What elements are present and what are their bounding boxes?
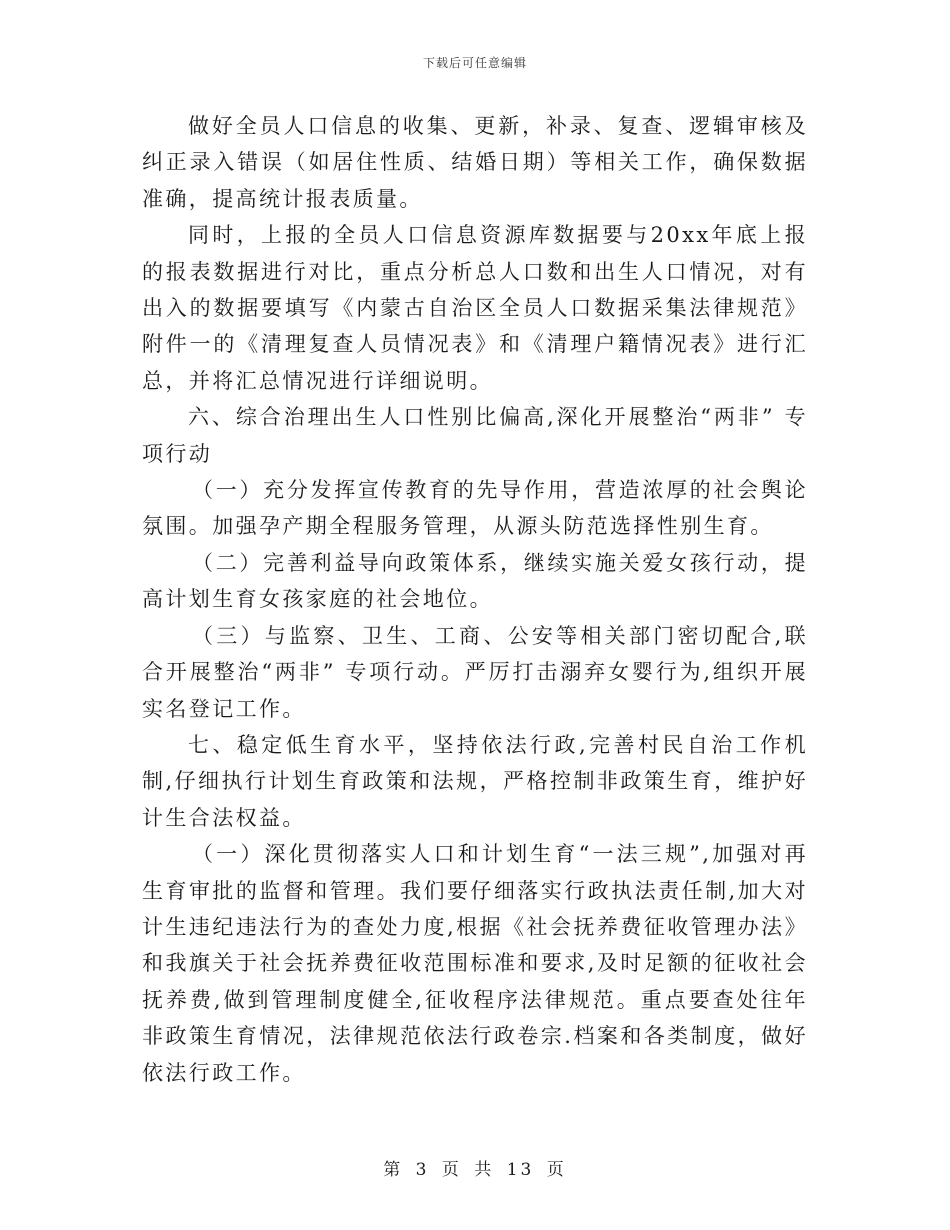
- section-heading-seven: 七、稳定低生育水平，坚持依法行政,完善村民自治工作机制,仔细执行计划生育政策和法规，严格控制非政策生育，维护好计生合法权益。: [142, 732, 808, 830]
- paragraph-data-quality: 做好全员人口信息的收集、更新，补录、复查、逻辑审核及纠正录入错误（如居住性质、结婚日期）等相关工作，确保数据准确，提高统计报表质量。: [142, 114, 808, 211]
- paragraph-item-7-1: （一）深化贯彻落实人口和计划生育“一法三规”,加强对再生育审批的监督和管理。我们要仔细落实行政执法责任制,加大对计生违纪违法行为的查处力度,根据《社会抚养费征收管理办法》和我旗关于社会抚养费征收范围标准和要求,及时足额的征收社会抚养费,做到管理制度健全,征收程序法律规范。重点要查处往年非政策生育情况，法律规范依法行政卷宗.档案和各类制度，做好依法行政工作。: [142, 842, 808, 1085]
- document-body: [142, 108, 808, 1091]
- page-header-note: 下载后可任意编辑: [422, 56, 527, 70]
- paragraph-item-6-1: （一）充分发挥宣传教育的先导作用，营造浓厚的社会舆论氛围。加强孕产期全程服务管理，从源头防范选择性别生育。: [142, 478, 808, 539]
- paragraph-item-6-3: （三）与监察、卫生、工商、公安等相关部门密切配合,联合开展整治“两非” 专项行动。严厉打击溺弃女婴行为,组织开展实名登记工作。: [142, 623, 808, 721]
- paragraph-item-6-2: （二）完善利益导向政策体系，继续实施关爱女孩行动，提高计划生育女孩家庭的社会地位。: [142, 550, 808, 612]
- paragraph-data-comparison: 同时，上报的全员人口信息资源库数据要与20xx年底上报的报表数据进行对比，重点分析总人口数和出生人口情况，对有出入的数据要填写《内蒙古自治区全员人口数据采集法律规范》附件一的《清理复查人员情况表》和《清理户籍情况表》进行汇总，并将汇总情况进行详细说明。: [142, 223, 808, 393]
- page-number-footer: 第 3 页 共 13 页: [383, 1160, 567, 1180]
- section-heading-six: 六、综合治理出生人口性别比偏高,深化开展整治“两非” 专项行动: [142, 405, 808, 466]
